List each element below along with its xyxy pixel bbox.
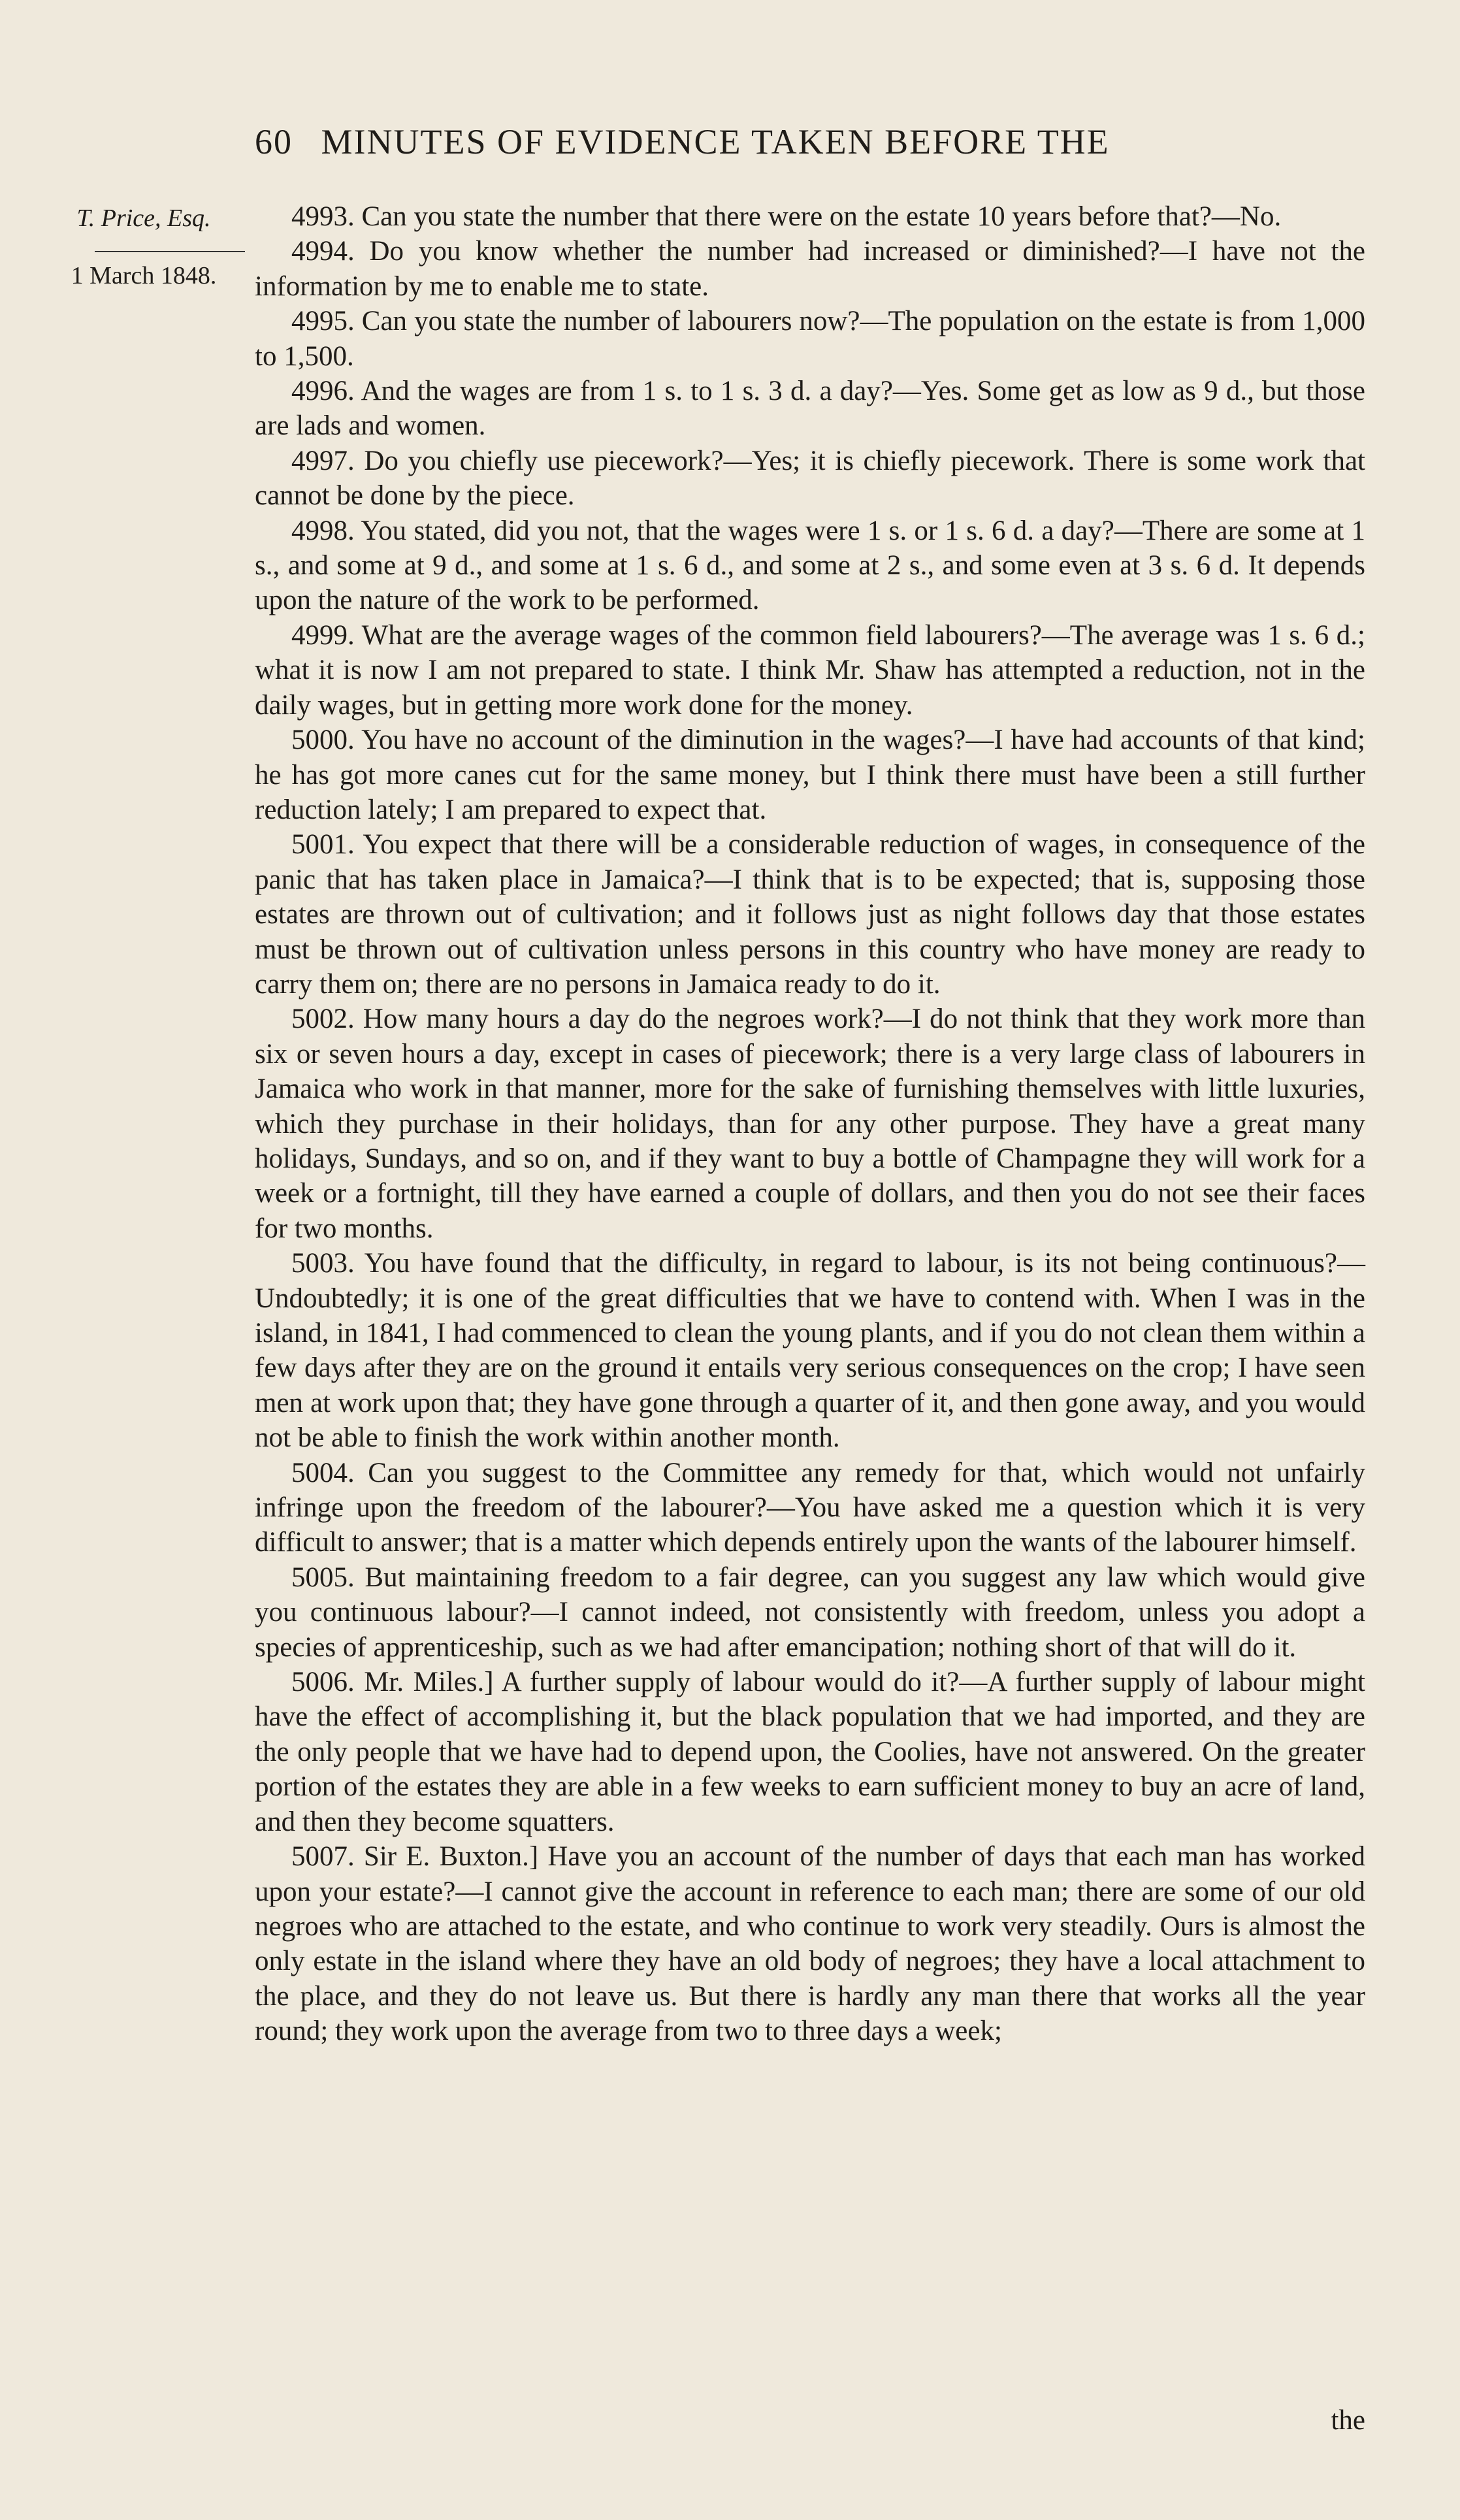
page-number: 60 — [255, 122, 293, 161]
margin-rule — [95, 251, 245, 252]
question-5005: 5005. But maintaining freedom to a fair degree, can you suggest any law which would give you continuous labour?—I cannot indeed, not consistently with freedom, unless you adopt a species of apprenticeship, such as we had after emancipation; nothing short of that will do it. — [255, 1562, 1365, 1663]
question-5001: 5001. You expect that there will be a considerable reduction of wages, in consequence of the panic that has taken place in Jamaica?—I think that is to be expected; that is, supposing those estates are thrown out of cultivation; and it follows just as night follows day that those estates must be thrown out of cultivation unless persons in this country who have money are ready to carry them on; there are no persons in Jamaica ready to do it. — [255, 829, 1365, 1000]
question-4996: 4996. And the wages are from 1 s. to 1 s. 3 d. a day?—Yes. Some get as low as 9 d., but those are lads and women. — [255, 376, 1365, 442]
running-header — [255, 122, 1365, 162]
question-5006: 5006. Mr. Miles.] A further supply of labour would do it?—A further supply of labour might have the effect of accomplishing it, but the black population that we had imported, and they are the only people that we have had to depend upon, the Coolies, have not answered. On the greater portion of the estates they are able in a few weeks to earn sufficient money to buy an acre of land, and then they become squatters. — [255, 1667, 1365, 1837]
question-5000: 5000. You have no account of the diminution in the wages?—I have had accounts of that kind; he has got more canes cut for the same money, but I think there must have been a still further reduction lately; I am prepared to expect that. — [255, 725, 1365, 825]
question-5004: 5004. Can you suggest to the Committee any remedy for that, which would not unfairly infringe upon the freedom of the labourer?—You have asked me a question which it is very difficult to answer; that is a matter which depends entirely upon the wants of the labourer himself. — [255, 1457, 1365, 1558]
question-5003: 5003. You have found that the difficulty, in regard to labour, is its not being continuous?—Undoubtedly; it is one of the great difficulties that we have to contend with. When I was in the island, in 1841, I had commenced to clean the young plants, and if you do not clean them within a few days after they are on the ground it entails very serious consequences on the crop; I have seen men at work upon that; they have gone through a quarter of it, and then gone away, and you would not be able to finish the work within another month. — [255, 1248, 1365, 1454]
evidence-body — [255, 199, 1365, 2049]
question-4995: 4995. Can you state the number of labourers now?—The population on the estate is from 1,000 to 1,500. — [255, 306, 1365, 372]
question-5007: 5007. Sir E. Buxton.] Have you an account of the number of days that each man has worked upon your estate?—I cannot give the account in reference to each man; there are some of our old negroes who are attached to the estate, and who continue to work very steadily. Ours is almost the only estate in the island where they have an old body of negroes; they have a local attachment to the place, and they do not leave us. But there is hardly any man there that works all the year round; they work upon the average from two to three days a week; — [255, 1841, 1365, 2047]
margin-date: 1 March 1848. — [71, 262, 217, 289]
question-4999: 4999. What are the average wages of the common field labourers?—The average was 1 s. 6 d.; what it is now I am not prepared to state. I think Mr. Shaw has attempted a reduction, not in the daily wages, but in getting more work done for the money. — [255, 619, 1365, 721]
question-4997: 4997. Do you chiefly use piecework?—Yes; it is chiefly piecework. There is some work that cannot be done by the piece. — [255, 445, 1365, 512]
question-4993: 4993. Can you state the number that there were on the estate 10 years before that?—No. — [291, 201, 1282, 232]
question-4998: 4998. You stated, did you not, that the wages were 1 s. or 1 s. 6 d. a day?—There are some at 1 s., and some at 9 d., and some at 1 s. 6 d., and some at 2 s., and some even at 3 s. 6 d. It depends upon the nature of the work to be performed. — [255, 515, 1365, 616]
header-title: MINUTES OF EVIDENCE TAKEN BEFORE THE — [321, 122, 1110, 161]
question-5002: 5002. How many hours a day do the negroes work?—I do not think that they work more than six or seven hours a day, except in cases of piecework; there is a very large class of labourers in Jamaica who work in that manner, more for the sake of furnishing themselves with little luxuries, which they purchase in their holidays, than for any other purpose. They have a great many holidays, Sundays, and so on, and if they want to buy a bottle of Champagne they will work for a week or a fortnight, till they have earned a couple of dollars, and then you do not see their faces for two months. — [255, 1004, 1365, 1244]
margin-witness-name: T. Price, Esq. — [76, 205, 211, 232]
catchword: the — [1331, 2405, 1365, 2436]
question-4994: 4994. Do you know whether the number had increased or diminished?—I have not the information by me to enable me to state. — [255, 236, 1365, 302]
